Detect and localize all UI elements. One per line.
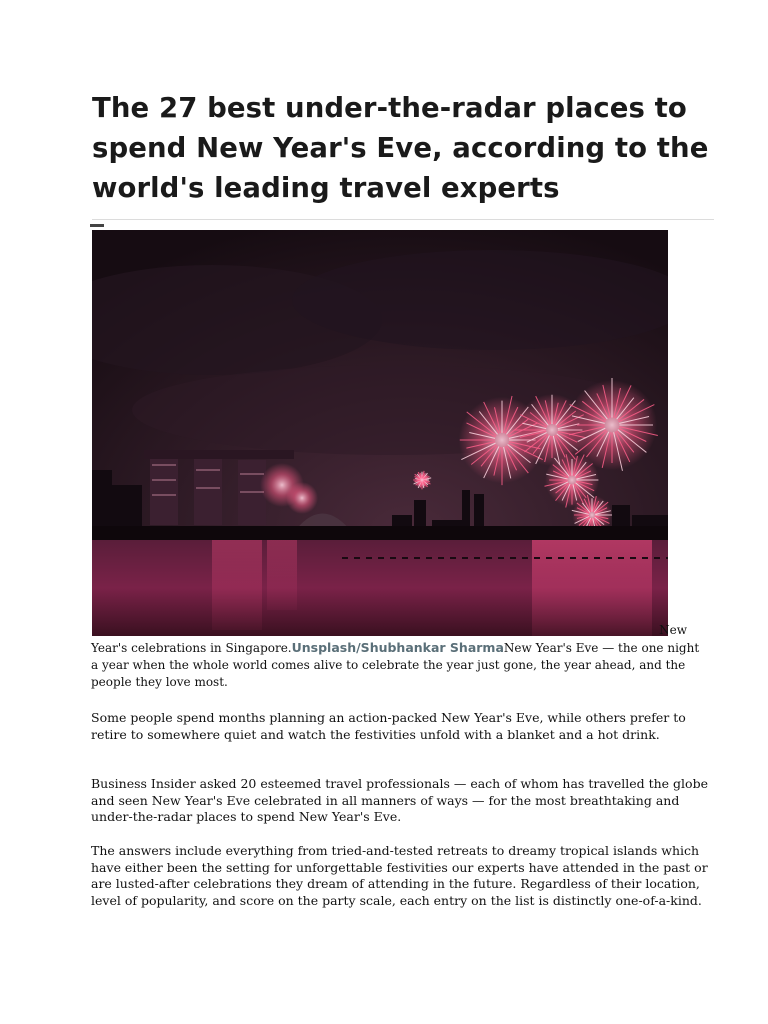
paragraph-2: Business Insider asked 20 esteemed travel professionals — each of whom has travelled the globe and seen New Year's Eve celebrated in all manners of ways — for the most breathtaking and under-the-radar places to spend New Year's Eve.: [91, 776, 708, 824]
article-photo-singapore-fireworks: [92, 230, 668, 636]
photo-caption-block: [91, 622, 701, 691]
photo-credit: Unsplash/Shubhankar Sharma: [291, 640, 504, 655]
byline-marker: [90, 224, 104, 227]
photo-caption: Year's celebrations in Singapore.: [91, 641, 292, 655]
article-headline: The 27 best under-the-radar places to spend New Year's Eve, according to the world's leading travel experts: [92, 92, 709, 204]
caption-first-word: New: [659, 623, 687, 637]
headline-divider: [92, 219, 714, 220]
intro-paragraph: New Year's Eve — the one night a year when the whole world comes alive to celebrate the year just gone, the year ahead, and the people they love most.: [91, 641, 700, 689]
paragraph-3: The answers include everything from tried-and-tested retreats to dreamy tropical islands which have either been the setting for unforgettable festivities our experts have attended in the past or are lusted-after celebrations they dream of attending in the future. Regardless of their location, level of popularity, and score on the party scale, each entry on the list is distinctly one-of-a-kind.: [91, 843, 708, 908]
paragraph-1: Some people spend months planning an action-packed New Year's Eve, while others prefer to retire to somewhere quiet and watch the festivities unfold with a blanket and a hot drink.: [91, 710, 686, 742]
